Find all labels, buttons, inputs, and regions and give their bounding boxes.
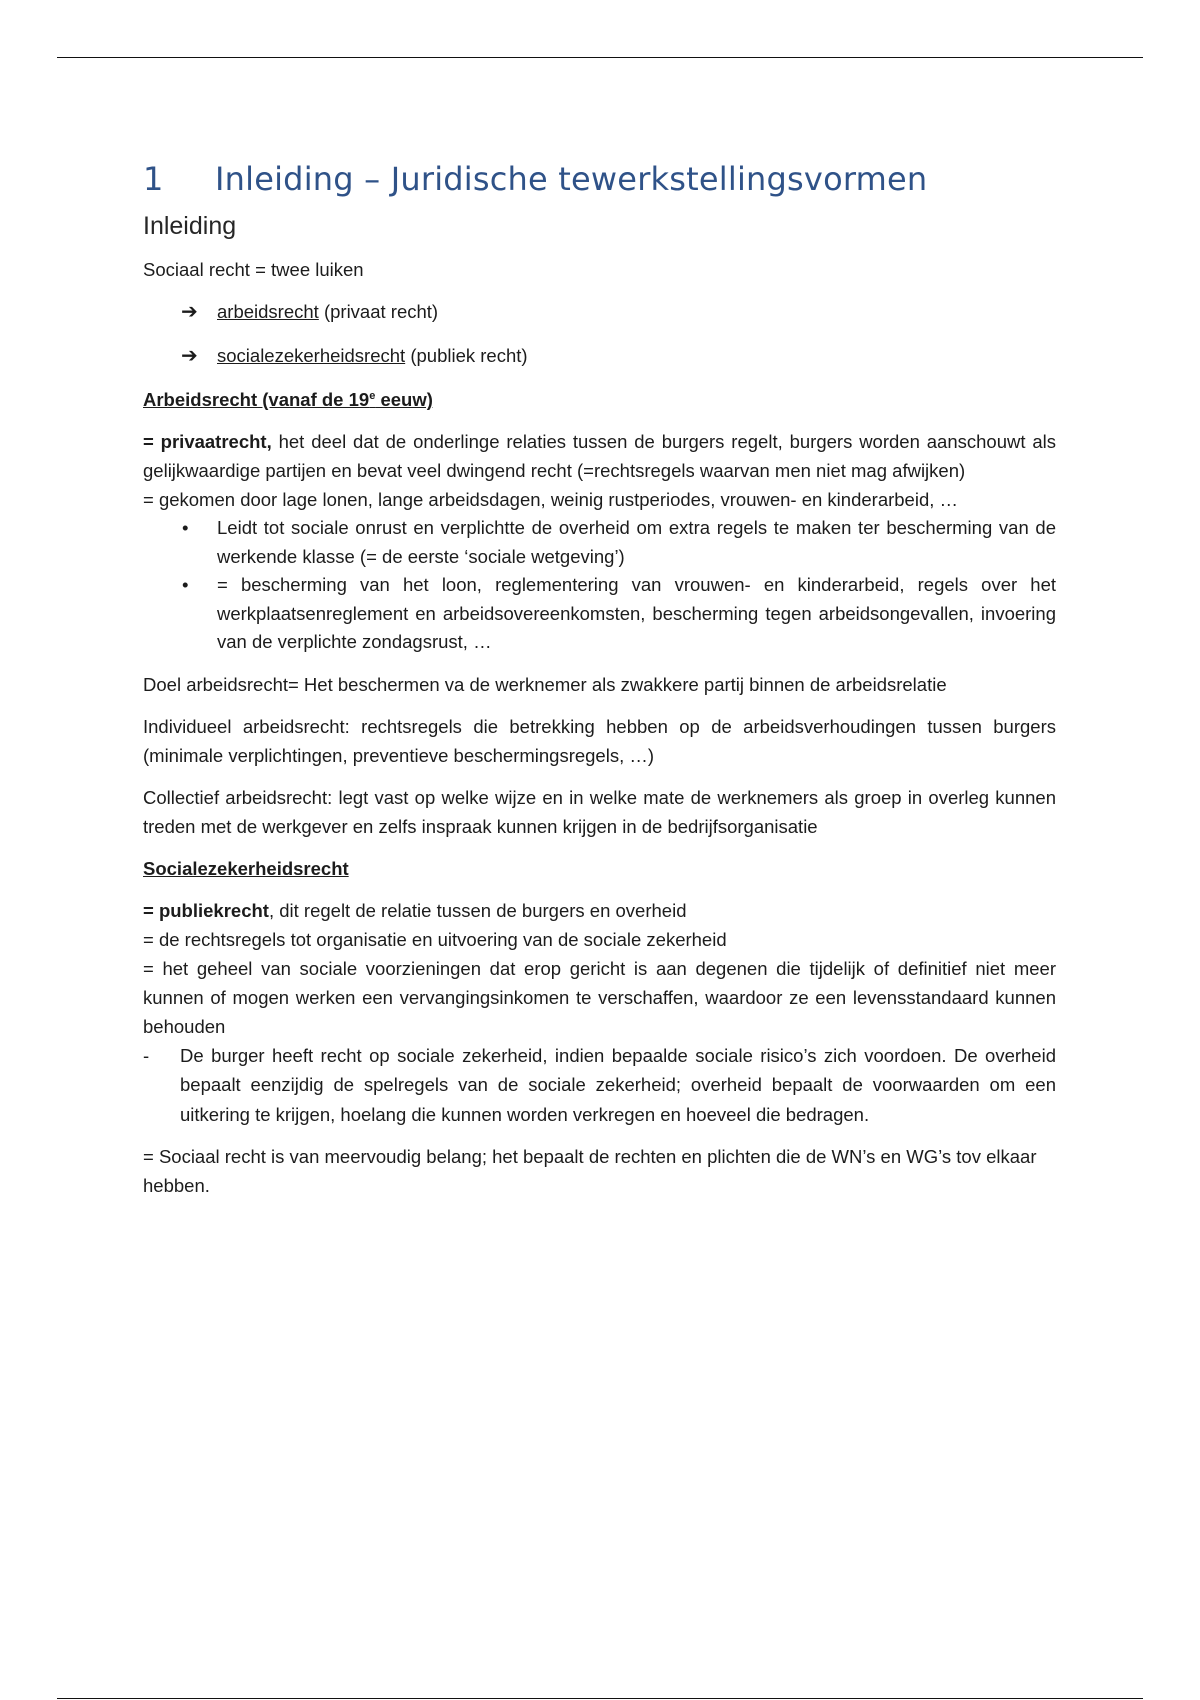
dash-marker: -: [143, 1044, 150, 1066]
bullet-icon: •: [182, 574, 189, 595]
szr-line-3: = het geheel van sociale voorzieningen dat erop gericht is aan degenen die tijdelijk of definitief niet meer kunnen of mogen werken een vervangingsinkomen te verschaffen, waardoor ze een levensstandaard kunnen behouden: [143, 957, 1056, 1037]
title-part: eeuw): [375, 389, 433, 410]
term-note: (privaat recht): [318, 301, 439, 322]
heading-2: Inleiding: [143, 212, 237, 240]
list-item: [181, 514, 1056, 571]
title-part: Arbeidsrecht (vanaf de 19: [143, 389, 370, 410]
list-item: [181, 571, 1056, 657]
bullet-icon: •: [182, 517, 189, 538]
bullet-text: = bescherming van het loon, reglementering van vrouwen- en kinderarbeid, regels over het werkplaatsenreglement en arbeidsovereenkomsten, bescherming tegen arbeidsongevallen, invoering van de verplichte zondagsrust, …: [217, 574, 1056, 652]
doel-text: Doel arbeidsrecht= Het beschermen va de werknemer als zwakkere partij binnen de arbeidsrelatie: [143, 673, 947, 695]
section-title-szr: Socialezekerheidsrecht: [143, 857, 349, 879]
definition-term: = privaatrecht,: [143, 431, 272, 452]
header-rule: [57, 57, 1143, 58]
conclusion-text: = Sociaal recht is van meervoudig belang; het bepaalt de rechten en plichten die de WN’s en WG’s tov elkaar hebben.: [143, 1146, 1037, 1196]
heading-number: 1: [143, 160, 164, 198]
term-socialezekerheidsrecht: socialezekerheidsrecht: [217, 345, 406, 366]
definition-term: = publiekrecht: [143, 899, 269, 921]
list-item: [181, 297, 1056, 327]
term-arbeidsrecht: arbeidsrecht: [217, 301, 319, 322]
term-note: (publiek recht): [405, 345, 528, 366]
definition-text: , dit regelt de relatie tussen de burgers en overheid: [268, 899, 687, 921]
document-body: [143, 160, 1056, 1200]
title-superscript: e: [369, 389, 376, 402]
section-title-arbeidsrecht: [143, 385, 1056, 414]
footer-rule: [57, 1698, 1143, 1699]
individueel-text: Individueel arbeidsrecht: rechtsregels die betrekking hebben op de arbeidsverhoudingen tussen burgers (minimale verplichtingen, preventieve beschermingsregels, …): [143, 715, 1056, 766]
list-item: [143, 1041, 1056, 1130]
heading-1: [143, 160, 1056, 198]
arrow-icon: ➔: [181, 345, 198, 367]
cause-text: = gekomen door lage lonen, lange arbeidsdagen, weinig rustperiodes, vrouwen- en kinderarbeid, …: [143, 489, 959, 510]
definition-szr: [143, 896, 1056, 925]
szr-line-2: = de rechtsregels tot organisatie en uitvoering van de sociale zekerheid: [143, 928, 727, 950]
definition-text: het deel dat de onderlinge relaties tussen de burgers regelt, burgers worden aanschouwt als gelijkwaardige partijen en bevat veel dwingend recht (=rechtsregels waarvan men niet mag afwijken): [143, 431, 1057, 481]
dash-text: De burger heeft recht op sociale zekerheid, indien bepaalde sociale risico’s zich voordoen. De overheid bepaalt eenzijdig de spelregels van de sociale zekerheid; overheid bepaalt de voorwaarden om een uitkering te krijgen, hoelang die kunnen worden verkregen en hoeveel die bedragen.: [180, 1044, 1056, 1125]
definition-arbeidsrecht: [143, 427, 1056, 485]
list-item: [181, 341, 1056, 371]
collectief-text: Collectief arbeidsrecht: legt vast op welke wijze en in welke mate de werknemers als groep in overleg kunnen treden met de werkgever en zelfs inspraak kunnen krijgen in de bedrijfsorganisatie: [143, 786, 1056, 837]
heading-text: Inleiding – Juridische tewerkstellingsvormen: [215, 160, 928, 198]
bullet-text: Leidt tot sociale onrust en verplichtte de overheid om extra regels te maken ter bescherming van de werkende klasse (= de eerste ‘sociale wetgeving’): [217, 517, 1056, 567]
arrow-icon: ➔: [181, 301, 198, 323]
intro-text: Sociaal recht = twee luiken: [143, 259, 364, 280]
